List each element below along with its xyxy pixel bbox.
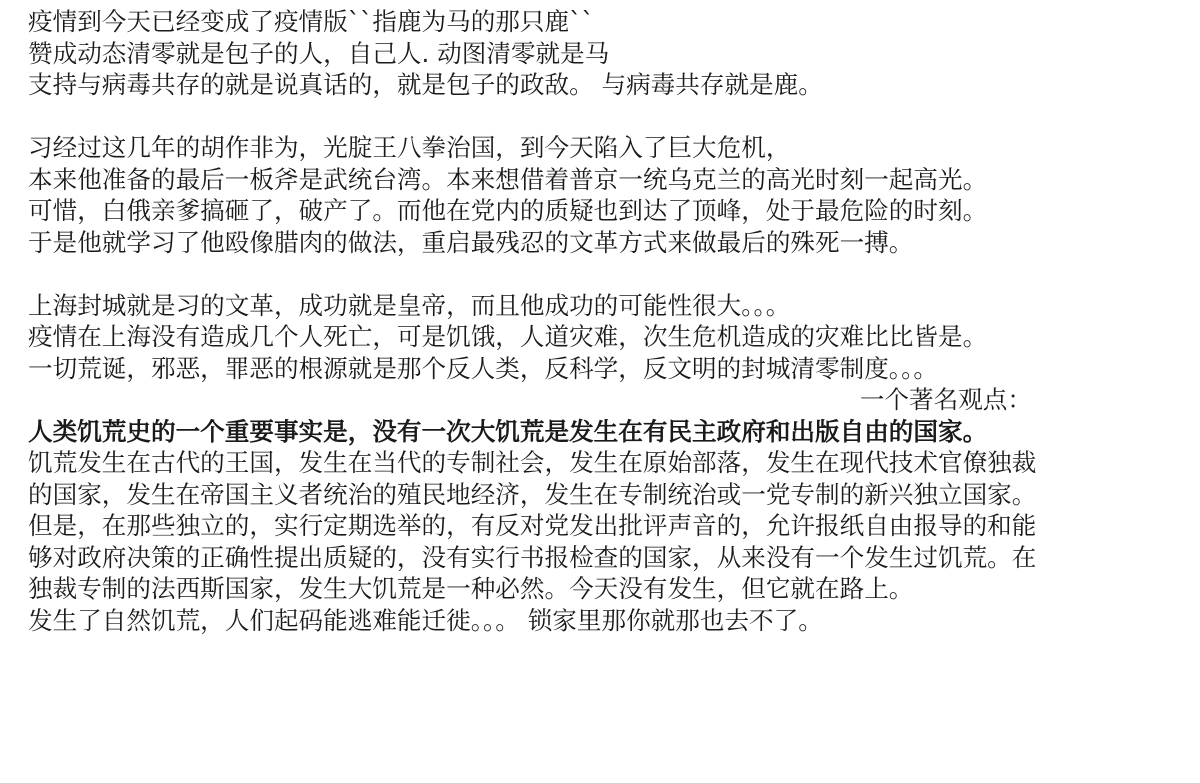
text-line: 习经过这几年的胡作非为，光腚王八拳治国，到今天陷入了巨大危机， [28,133,791,162]
text-line: 饥荒发生在古代的王国，发生在当代的专制社会，发生在原始部落，发生在现代技术官僚独裁 [28,448,1037,477]
text-line: 独裁专制的法西斯国家，发生大饥荒是一种必然。今天没有发生，但它就在路上。 [28,574,914,603]
text-line: 疫情到今天已经变成了疫情版``指鹿为马的那只鹿`` [28,7,594,36]
text-line: 上海封城就是习的文革，成功就是皇帝，而且他成功的可能性很大。。。 [28,290,791,320]
text-line: 可惜，白俄亲爹搞砸了，破产了。而他在党内的质疑也到达了顶峰，处于最危险的时刻。 [28,196,988,225]
text-line: 支持与病毒共存的就是说真话的，就是包子的政敌。 与病毒共存就是鹿。 [28,70,823,99]
text-line: 疫情在上海没有造成几个人死亡，可是饥饿，人道灾难，次生危机造成的灾难比比皆是。 [28,322,988,351]
text-line: 于是他就学习了他殴像腊肉的做法，重启最残忍的文革方式来做最后的殊死一搏。 [28,227,914,257]
text-line: 但是，在那些独立的，实行定期选举的，有反对党发出批评声音的，允许报纸自由报导的和能 [28,511,1037,540]
document-body [28,6,1192,636]
text-line: 够对政府决策的正确性提出质疑的，没有实行书报检查的国家，从来没有一个发生过饥荒。在 [28,542,1037,572]
text-line: 赞成动态清零就是包子的人，自己人. 动图清零就是马 [28,38,610,68]
text-line: 发生了自然饥荒，人们起码能逃难能迁徙。。。 锁家里那你就那也去不了。 [28,605,823,635]
paragraph-gap [28,258,1192,290]
paragraph-gap [28,101,1192,133]
text-line: 一切荒诞，邪恶，罪恶的根源就是那个反人类，反科学，反文明的封城清零制度。。。 [28,353,938,383]
bold-thesis: 人类饥荒史的一个重要事实是，没有一次大饥荒是发生在有民主政府和出版自由的国家。 [28,416,988,446]
text-line: 的国家，发生在帝国主义者统治的殖民地经济，发生在专制统治或一党专制的新兴独立国家。 [28,479,1037,509]
quote-intro: 一个著名观点： [859,385,1032,414]
text-line: 本来他准备的最后一板斧是武统台湾。本来想借着普京一统乌克兰的高光时刻一起高光。 [28,164,988,194]
